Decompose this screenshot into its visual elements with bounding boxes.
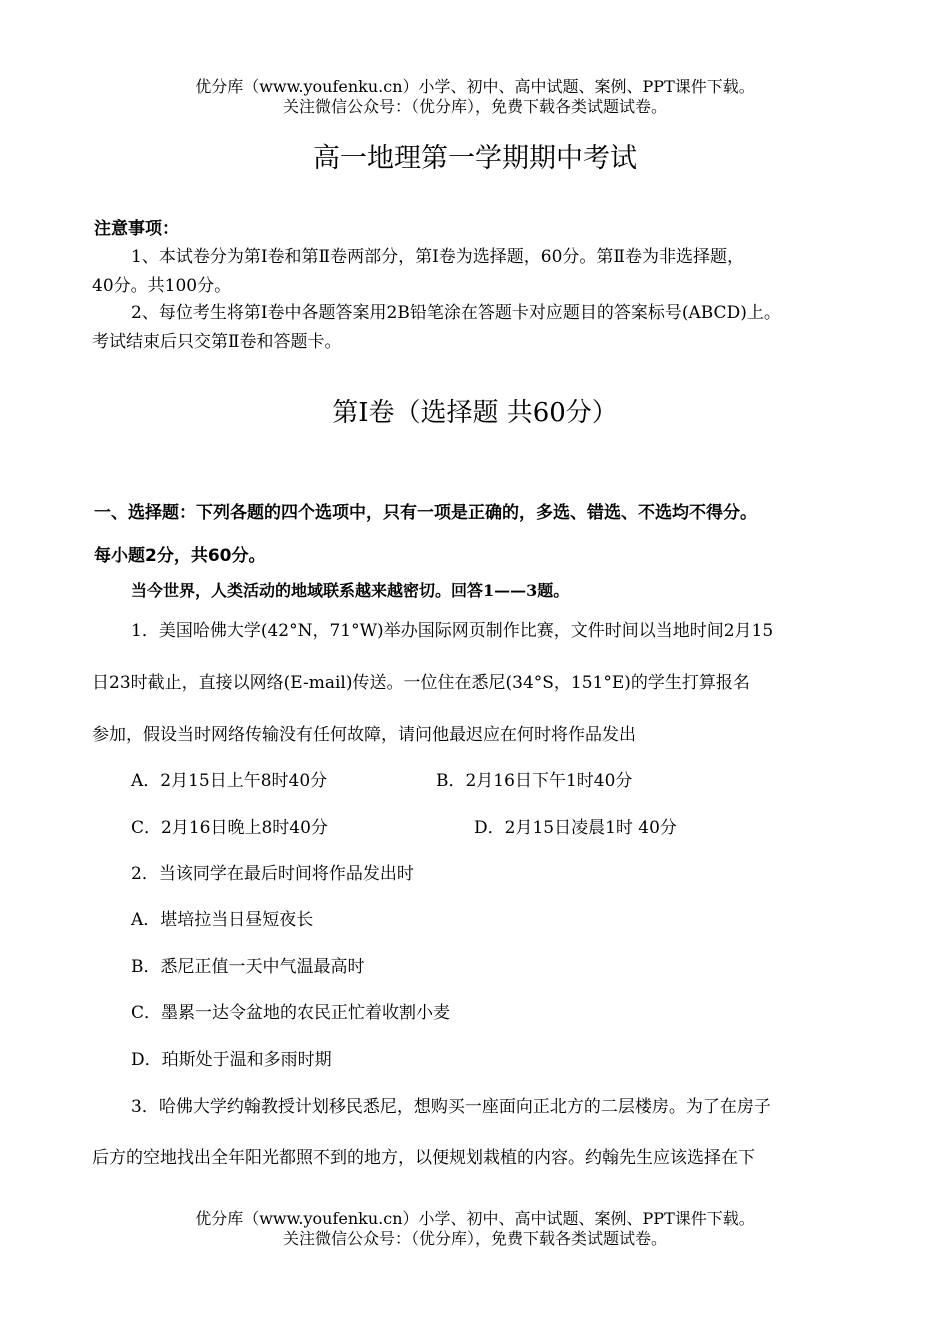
- q1-option-d: D．2月15日凌晨1时 40分: [474, 818, 677, 838]
- exam-title: 高一地理第一学期期中考试: [313, 143, 637, 174]
- q1-line3: 参加，假设当时网络传输没有任何故障，请问他最迟应在何时将作品发出: [92, 725, 636, 745]
- page-header-line2: 关注微信公众号：（优分库），免费下载各类试题试卷。: [282, 97, 667, 116]
- section-instruction-line1: 一、选择题：下列各题的四个选项中，只有一项是正确的，多选、错选、不选均不得分。: [94, 503, 757, 523]
- q2-option-d: D．珀斯处于温和多雨时期: [131, 1050, 332, 1070]
- q2-stem: 2．当该同学在最后时间将作品发出时: [131, 864, 414, 884]
- notes-item1-line1: 1、本试卷分为第Ⅰ卷和第Ⅱ卷两部分，第Ⅰ卷为选择题，60分。第Ⅱ卷为非选择题，: [131, 247, 744, 267]
- q1-line1: 1．美国哈佛大学(42°N，71°W)举办国际网页制作比赛，文件时间以当地时间2月15: [131, 621, 774, 641]
- q1-option-c: C．2月16日晚上8时40分: [131, 818, 328, 838]
- page-header-line1: 优分库（www.youfenku.cn）小学、初中、高中试题、案例、PPT课件下载。: [195, 77, 755, 96]
- notes-item2-line1: 2、每位考生将第Ⅰ卷中各题答案用2B铅笔涂在答题卡对应题目的答案标号(ABCD)上。: [131, 303, 781, 323]
- q1-line2: 日23时截止，直接以网络(E-mail)传送。一位住在悉尼(34°S，151°E)的学生打算报名: [92, 673, 750, 693]
- q1-option-b: B．2月16日下午1时40分: [436, 771, 633, 791]
- notes-heading: 注意事项：: [94, 219, 179, 239]
- q2-option-a: A．堪培拉当日昼短夜长: [131, 910, 314, 930]
- question-group-intro: 当今世界，人类活动的地域联系越来越密切。回答1——3题。: [131, 581, 570, 600]
- notes-item1-line2: 40分。共100分。: [92, 276, 232, 296]
- q2-option-b: B．悉尼正值一天中气温最高时: [131, 957, 365, 977]
- page-footer-line1: 优分库（www.youfenku.cn）小学、初中、高中试题、案例、PPT课件下载。: [195, 1209, 755, 1228]
- notes-item2-line2: 考试结束后只交第Ⅱ卷和答题卡。: [92, 332, 342, 352]
- q1-option-a: A．2月15日上午8时40分: [131, 771, 328, 791]
- page-footer-line2: 关注微信公众号：（优分库），免费下载各类试题试卷。: [282, 1229, 667, 1248]
- section-instruction-line2: 每小题2分，共60分。: [94, 546, 266, 566]
- q3-line1: 3．哈佛大学约翰教授计划移民悉尼，想购买一座面向正北方的二层楼房。为了在房子: [131, 1097, 771, 1117]
- q3-line2: 后方的空地找出全年阳光都照不到的地方，以便规划栽植的内容。约翰先生应该选择在下: [92, 1148, 755, 1168]
- q2-option-c: C．墨累一达令盆地的农民正忙着收割小麦: [131, 1003, 451, 1023]
- section-title: 第Ⅰ卷（选择题 共60分）: [332, 398, 618, 428]
